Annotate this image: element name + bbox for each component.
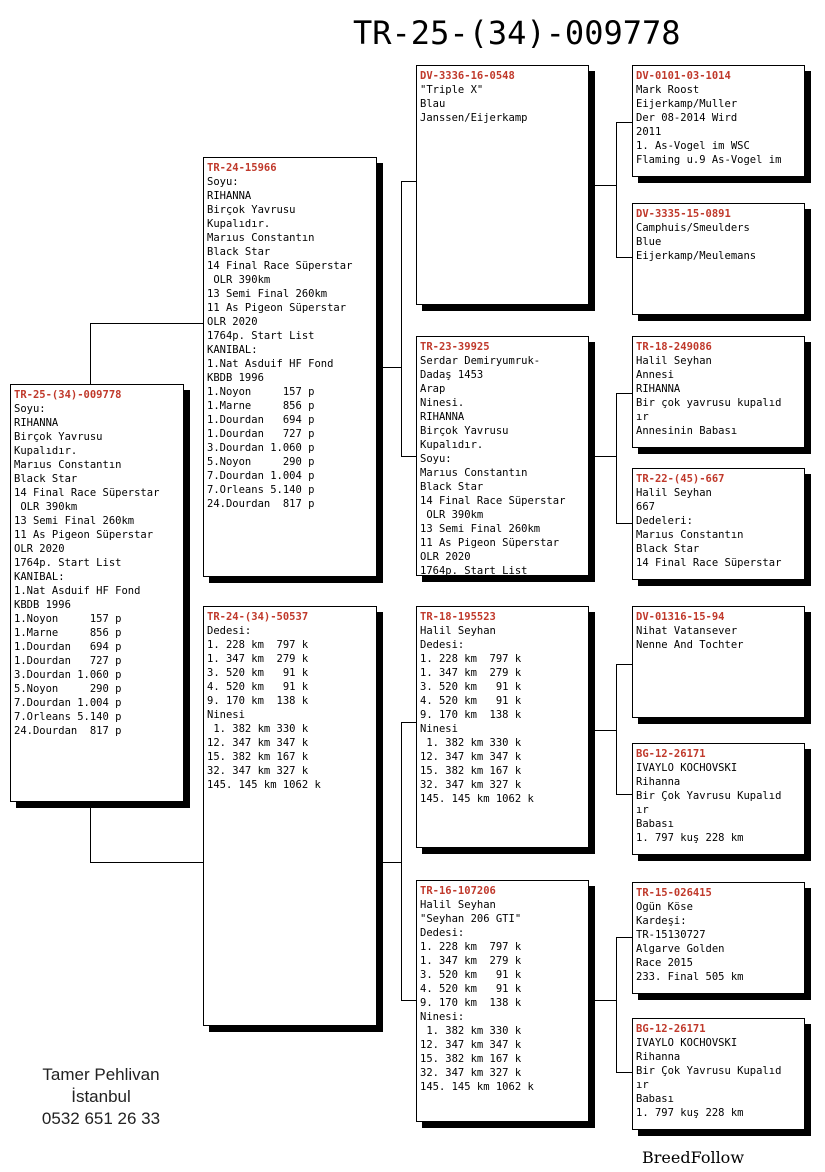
connector-line [90, 862, 203, 863]
pedigree-line: 1. 228 km 797 k [420, 941, 522, 953]
pedigree-line: RIHANNA [636, 383, 681, 395]
pedigree-line: Ninesi: [420, 1011, 465, 1023]
pedigree-line: 7.Dourdan 1.004 p [207, 470, 315, 482]
pedigree-line: 24.Dourdan 817 p [14, 725, 122, 737]
pedigree-line: 3. 520 km 91 k [420, 969, 522, 981]
pedigree-line: 12. 347 km 347 k [420, 1039, 522, 1051]
connector-line [90, 323, 91, 384]
pedigree-line: 1.Marne 856 p [207, 400, 315, 412]
pedigree-line: 7.Orleans 5.140 p [14, 711, 122, 723]
pedigree-line: 145. 145 km 1062 k [420, 1081, 534, 1093]
pedigree-line: 4. 520 km 91 k [420, 695, 522, 707]
pedigree-line: Dedeleri: [636, 515, 693, 527]
pedigree-line: 1.Dourdan 694 p [14, 641, 122, 653]
ring-number: DV-0101-03-1014 [636, 70, 731, 82]
connector-line [616, 664, 617, 795]
pedigree-line: 7.Dourdan 1.004 p [14, 697, 122, 709]
pedigree-line: 1. 228 km 797 k [207, 639, 309, 651]
ring-number: TR-15-026415 [636, 887, 712, 899]
pedigree-line: 4. 520 km 91 k [420, 983, 522, 995]
pedigree-line: Bir Çok Yavrusu Kupalıd [636, 790, 782, 802]
pedigree-card-dam-dam-sire [632, 882, 805, 994]
pedigree-line: 32. 347 km 327 k [207, 765, 309, 777]
pedigree-card-sire-sire-dam [632, 203, 805, 315]
pedigree-line: TR-15130727 [636, 929, 706, 941]
pedigree-line: Bir Çok Yavrusu Kupalıd [636, 1065, 782, 1077]
pedigree-line: Camphuis/Smeulders [636, 222, 750, 234]
pedigree-line: Marıus Constantın [207, 232, 315, 244]
pedigree-line: 1. 347 km 279 k [420, 667, 522, 679]
pedigree-line: "Seyhan 206 GTI" [420, 913, 522, 925]
pedigree-line: Flaming u.9 As-Vogel im [636, 154, 782, 166]
pedigree-line: Dadaş 1453 [420, 369, 484, 381]
pedigree-line: 7.Orleans 5.140 p [207, 484, 315, 496]
pedigree-line: Eijerkamp/Muller [636, 98, 738, 110]
pedigree-line: Bir çok yavrusu kupalıd [636, 397, 782, 409]
pedigree-line: 1.Dourdan 727 p [14, 655, 122, 667]
pedigree-line: 667 [636, 501, 655, 513]
pedigree-line: 1.Dourdan 727 p [207, 428, 315, 440]
pedigree-line: KANIBAL: [207, 344, 258, 356]
pedigree-line: Marıus Constantın [420, 467, 528, 479]
ring-number: TR-18-249086 [636, 341, 712, 353]
pedigree-line: 11 As Pigeon Süperstar [14, 529, 154, 541]
pedigree-line: KANIBAL: [14, 571, 65, 583]
pedigree-line: Ninesi [420, 723, 458, 735]
pedigree-line: 32. 347 km 327 k [420, 1067, 522, 1079]
pedigree-line: KBDB 1996 [14, 599, 71, 611]
pedigree-line: 15. 382 km 167 k [207, 751, 309, 763]
pedigree-line: OLR 2020 [14, 543, 65, 555]
pedigree-line: 1.Nat Asduif HF Fond [207, 358, 334, 370]
pedigree-line: KBDB 1996 [207, 372, 264, 384]
ring-number: TR-23-39925 [420, 341, 490, 353]
connector-line [616, 664, 632, 665]
pedigree-line: OLR 2020 [420, 551, 471, 563]
pedigree-line: 9. 170 km 138 k [207, 695, 309, 707]
pedigree-line: OLR 2020 [207, 316, 258, 328]
pedigree-line: Rihanna [636, 1051, 681, 1063]
pedigree-line: Annesinin Babası [636, 425, 738, 437]
owner-name: Tamer Pehlivan [42, 1065, 160, 1084]
pedigree-line: RIHANNA [14, 417, 59, 429]
pedigree-card-dam-sire-sire [632, 606, 805, 718]
ring-number: TR-24-(34)-50537 [207, 611, 309, 623]
connector-line [616, 257, 632, 258]
pedigree-line: ır [636, 411, 649, 423]
connector-line [616, 122, 632, 123]
pedigree-line: 145. 145 km 1062 k [207, 779, 321, 791]
pedigree-line: 9. 170 km 138 k [420, 997, 522, 1009]
pedigree-line: 1. 382 km 330 k [420, 737, 522, 749]
pedigree-line: Blue [636, 236, 662, 248]
pedigree-line: 1. 228 km 797 k [420, 653, 522, 665]
pedigree-line: Dedesi: [207, 625, 252, 637]
connector-line [616, 393, 632, 394]
connector-line [401, 1000, 416, 1001]
ring-number: TR-16-107206 [420, 885, 496, 897]
pedigree-line: 2011 [636, 126, 662, 138]
pedigree-title: TR-25-(34)-009778 [353, 14, 681, 52]
connector-line [616, 1072, 632, 1073]
connector-line [595, 185, 617, 186]
ring-number: BG-12-26171 [636, 748, 706, 760]
pedigree-card-sire-dam [416, 336, 589, 576]
pedigree-line: 1.Noyon 157 p [14, 613, 122, 625]
pedigree-card-sire-dam-sire [632, 336, 805, 448]
pedigree-line: Babası [636, 1093, 674, 1105]
pedigree-line: 145. 145 km 1062 k [420, 793, 534, 805]
connector-line [401, 722, 402, 1001]
connector-line [401, 181, 402, 457]
pedigree-line: 14 Final Race Süperstar [636, 557, 782, 569]
pedigree-card-dam [203, 606, 377, 1026]
pedigree-line: Black Star [636, 543, 700, 555]
pedigree-line: 14 Final Race Süperstar [14, 487, 160, 499]
pedigree-card-sire-sire-sire [632, 65, 805, 177]
connector-line [401, 181, 416, 182]
pedigree-line: RIHANNA [207, 190, 252, 202]
pedigree-card-dam-sire [416, 606, 589, 848]
pedigree-line: 12. 347 km 347 k [420, 751, 522, 763]
pedigree-line: Ninesi [207, 709, 245, 721]
connector-line [595, 730, 617, 731]
pedigree-line: 3. 520 km 91 k [420, 681, 522, 693]
pedigree-line: 3.Dourdan 1.060 p [207, 442, 315, 454]
pedigree-card-dam-dam-dam [632, 1018, 805, 1130]
pedigree-line: Algarve Golden [636, 943, 725, 955]
ring-number: DV-3336-16-0548 [420, 70, 515, 82]
pedigree-line: 4. 520 km 91 k [207, 681, 309, 693]
pedigree-line: Rihanna [636, 776, 681, 788]
pedigree-line: 1.Nat Asduif HF Fond [14, 585, 141, 597]
pedigree-line: Dedesi: [420, 639, 465, 651]
pedigree-line: IVAYLO KOCHOVSKI [636, 1037, 738, 1049]
pedigree-line: Birçok Yavrusu [14, 431, 103, 443]
pedigree-line: Marıus Constantın [14, 459, 122, 471]
connector-line [90, 323, 203, 324]
pedigree-line: Annesi [636, 369, 674, 381]
pedigree-line: 1764p. Start List [420, 565, 528, 576]
ring-number: DV-3335-15-0891 [636, 208, 731, 220]
pedigree-line: 13 Semi Final 260km [207, 288, 328, 300]
pedigree-line: Race 2015 [636, 957, 693, 969]
pedigree-line: Der 08-2014 Wird [636, 112, 738, 124]
pedigree-line: 1. 797 kuş 228 km [636, 1107, 744, 1119]
pedigree-line: 5.Noyon 290 p [207, 456, 315, 468]
pedigree-line: Babası [636, 818, 674, 830]
pedigree-line: Ninesi. [420, 397, 465, 409]
pedigree-line: Kupalıdır. [14, 445, 78, 457]
pedigree-card-dam-dam [416, 880, 589, 1122]
pedigree-line: OLR 390km [207, 274, 271, 286]
pedigree-card-dam-sire-dam [632, 743, 805, 855]
pedigree-line: Serdar Demiryumruk- [420, 355, 541, 367]
ring-number: TR-25-(34)-009778 [14, 389, 122, 401]
connector-line [401, 722, 416, 723]
pedigree-card-subject [10, 384, 184, 802]
pedigree-line: 1.Noyon 157 p [207, 386, 315, 398]
owner-contact [37, 1064, 165, 1130]
connector-line [595, 456, 617, 457]
connector-line [383, 367, 401, 368]
ring-number: TR-22-(45)-667 [636, 473, 725, 485]
pedigree-line: 1.Marne 856 p [14, 627, 122, 639]
pedigree-line: Blau [420, 98, 446, 110]
pedigree-line: 12. 347 km 347 k [207, 737, 309, 749]
pedigree-line: 9. 170 km 138 k [420, 709, 522, 721]
pedigree-card-sire-dam-dam [632, 468, 805, 580]
pedigree-line: ır [636, 1079, 649, 1091]
pedigree-line: Nihat Vatansever [636, 625, 738, 637]
pedigree-line: Black Star [14, 473, 78, 485]
pedigree-line: Black Star [207, 246, 271, 258]
pedigree-line: 3.Dourdan 1.060 p [14, 669, 122, 681]
pedigree-line: OLR 390km [14, 501, 78, 513]
pedigree-line: Soyu: [14, 403, 46, 415]
owner-city: İstanbul [71, 1087, 131, 1106]
pedigree-line: RIHANNA [420, 411, 465, 423]
ring-number: TR-24-15966 [207, 162, 277, 174]
pedigree-line: Soyu: [420, 453, 452, 465]
connector-line [90, 808, 91, 863]
pedigree-line: 1. 347 km 279 k [207, 653, 309, 665]
pedigree-line: 13 Semi Final 260km [420, 523, 541, 535]
pedigree-line: 1. 382 km 330 k [420, 1025, 522, 1037]
pedigree-line: Halil Seyhan [420, 625, 496, 637]
connector-line [616, 523, 632, 524]
pedigree-line: Ogün Köse [636, 901, 693, 913]
pedigree-card-sire-sire [416, 65, 589, 305]
pedigree-line: "Triple X" [420, 84, 484, 96]
pedigree-line: Eijerkamp/Meulemans [636, 250, 757, 262]
pedigree-line: 11 As Pigeon Süperstar [420, 537, 560, 549]
pedigree-line: 15. 382 km 167 k [420, 765, 522, 777]
pedigree-line: Birçok Yavrusu [420, 425, 509, 437]
pedigree-line: Kupalıdır. [207, 218, 271, 230]
connector-line [616, 937, 632, 938]
pedigree-line: 13 Semi Final 260km [14, 515, 135, 527]
pedigree-line: 1. 382 km 330 k [207, 723, 309, 735]
pedigree-line: 1764p. Start List [207, 330, 315, 342]
pedigree-line: 15. 382 km 167 k [420, 1053, 522, 1065]
pedigree-line: 1. 347 km 279 k [420, 955, 522, 967]
connector-line [616, 937, 617, 1073]
pedigree-line: Marıus Constantın [636, 529, 744, 541]
connector-line [616, 393, 617, 524]
pedigree-card-sire [203, 157, 377, 577]
pedigree-line: Dedesi: [420, 927, 465, 939]
brand-logo-text: BreedFollow [642, 1148, 745, 1167]
pedigree-line: Black Star [420, 481, 484, 493]
ring-number: TR-18-195523 [420, 611, 496, 623]
connector-line [616, 122, 617, 258]
pedigree-line: 11 As Pigeon Süperstar [207, 302, 347, 314]
pedigree-line: 1.Dourdan 694 p [207, 414, 315, 426]
pedigree-line: 14 Final Race Süperstar [420, 495, 566, 507]
pedigree-line: Halil Seyhan [636, 355, 712, 367]
pedigree-line: 1. 797 kuş 228 km [636, 832, 744, 844]
pedigree-line: 233. Final 505 km [636, 971, 744, 983]
pedigree-line: ır [636, 804, 649, 816]
pedigree-line: 24.Dourdan 817 p [207, 498, 315, 510]
pedigree-line: OLR 390km [420, 509, 484, 521]
pedigree-line: 5.Noyon 290 p [14, 683, 122, 695]
pedigree-line: Janssen/Eijerkamp [420, 112, 528, 124]
pedigree-line: Kupalıdır. [420, 439, 484, 451]
connector-line [595, 1000, 617, 1001]
pedigree-line: 14 Final Race Süperstar [207, 260, 353, 272]
pedigree-line: Birçok Yavrusu [207, 204, 296, 216]
pedigree-line: Mark Roost [636, 84, 700, 96]
pedigree-line: Nenne And Tochter [636, 639, 744, 651]
pedigree-line: Halil Seyhan [636, 487, 712, 499]
ring-number: DV-01316-15-94 [636, 611, 725, 623]
pedigree-line: 1764p. Start List [14, 557, 122, 569]
pedigree-line: Arap [420, 383, 446, 395]
pedigree-line: Halil Seyhan [420, 899, 496, 911]
pedigree-line: 3. 520 km 91 k [207, 667, 309, 679]
connector-line [383, 862, 401, 863]
connector-line [616, 794, 632, 795]
pedigree-line: IVAYLO KOCHOVSKI [636, 762, 738, 774]
pedigree-line: 1. As-Vogel im WSC [636, 140, 750, 152]
connector-line [401, 456, 416, 457]
ring-number: BG-12-26171 [636, 1023, 706, 1035]
pedigree-line: Soyu: [207, 176, 239, 188]
pedigree-line: 32. 347 km 327 k [420, 779, 522, 791]
pedigree-line: Kardeşi: [636, 915, 687, 927]
owner-phone: 0532 651 26 33 [41, 1109, 161, 1128]
